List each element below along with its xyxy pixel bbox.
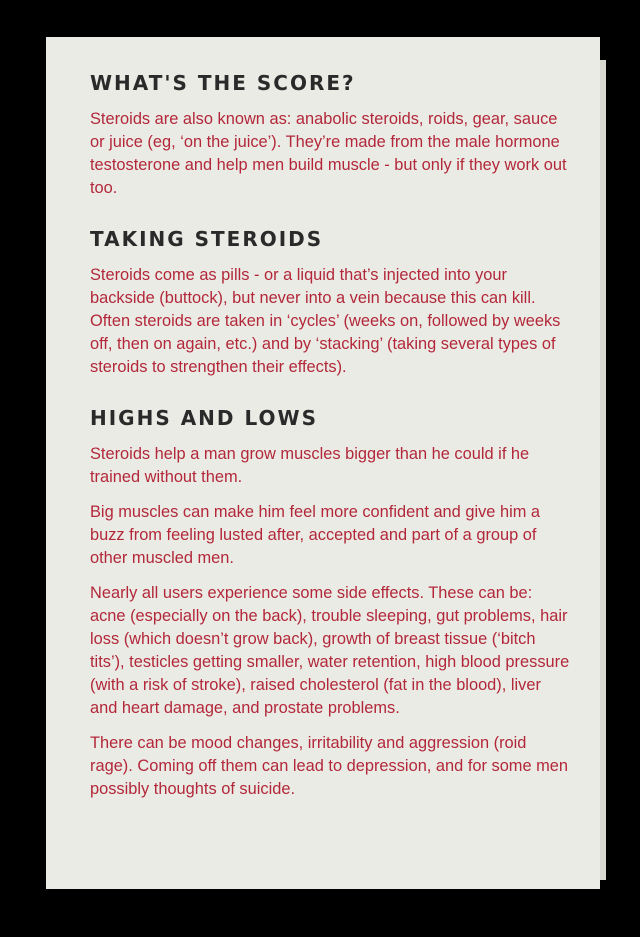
section-paragraph: Steroids are also known as: anabolic steroids, roids, gear, sauce or juice (eg, ‘on the juice’). They’re made from the male hormone testosterone and help men build muscle - but only if they work out too. [90,110,567,197]
section-paragraph: Nearly all users experience some side effects. These can be: acne (especially on the back), trouble sleeping, gut problems, hair loss (which doesn’t grow back), growth of breast tissue (‘bitch tits’), testicles getting smaller, water retention, high blood pressure (with a risk of stroke), raised cholesterol (fat in the blood), liver and heart damage, and prostate problems. [90,584,570,717]
section-paragraph: Big muscles can make him feel more confident and give him a buzz from feeling lusted after, accepted and part of a group of other muscled men. [90,503,541,567]
section-whats-the-score [90,70,570,200]
leaflet-page [46,37,600,889]
section-heading: TAKING STEROIDS [90,227,324,251]
section-heading: WHAT'S THE SCORE? [90,71,356,95]
section-paragraph: Steroids help a man grow muscles bigger than he could if he trained without them. [90,445,530,486]
section-highs-and-lows [90,405,570,801]
section-heading: HIGHS AND LOWS [90,406,318,430]
section-taking-steroids [90,226,570,379]
section-paragraph: Steroids come as pills - or a liquid that’s injected into your backside (buttock), but never into a vein because this can kill. Often steroids are taken in ‘cycles’ (weeks on, followed by weeks off, then on again, etc.) and by ‘stacking’ (taking several types of steroids to strengthen their effects). [90,266,561,376]
section-paragraph: There can be mood changes, irritability and aggression (roid rage). Coming off them can lead to depression, and for some men possibly thoughts of suicide. [90,734,569,798]
